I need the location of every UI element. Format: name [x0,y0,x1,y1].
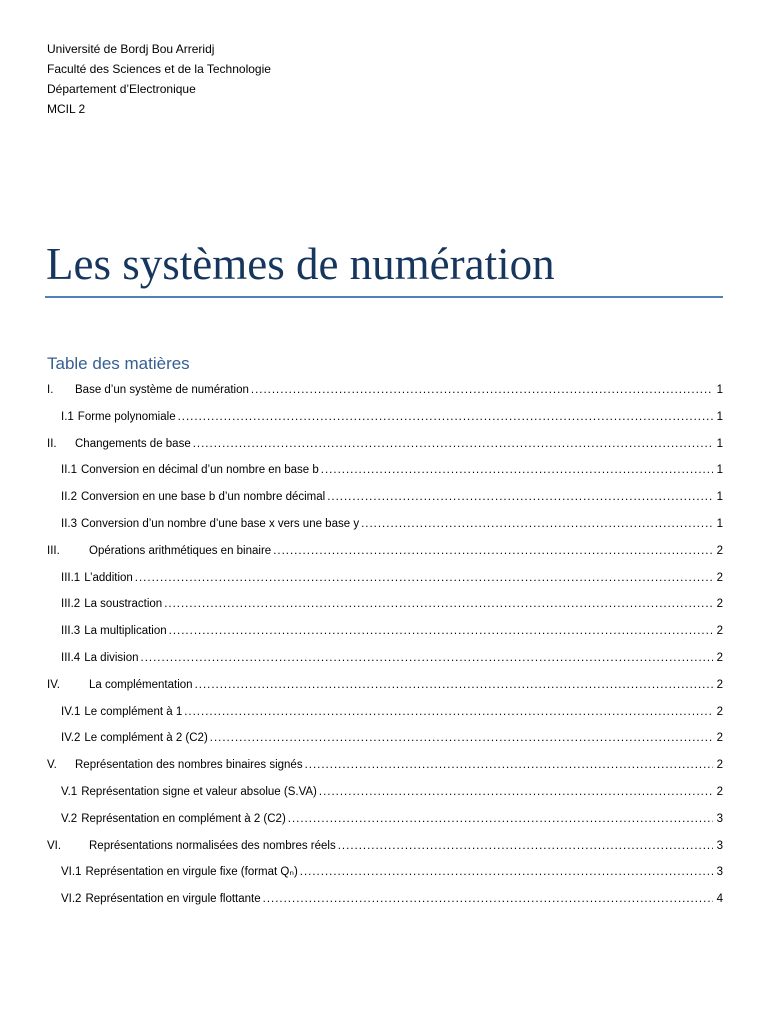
toc-page-number: 1 [716,464,723,477]
dot-leader [210,728,713,748]
dot-leader [361,514,713,534]
toc-number: II.1 [61,464,77,477]
toc-number: III.1 [61,571,81,584]
toc-text: L’addition [84,571,133,584]
toc-page-number: 1 [716,491,723,504]
toc-text: Représentation en complément à 2 (C2) [81,812,286,825]
dot-leader [184,702,713,722]
toc-number: III.2 [61,598,81,611]
toc-page-number: 1 [716,437,723,450]
toc-text: Représentation en virgule fixe (format Qₙ) [85,866,298,879]
toc-text: La soustraction [84,598,163,611]
toc-text: La complémentation [89,678,193,691]
toc-text: Changements de base [75,437,191,450]
toc-text: La division [84,651,139,664]
toc-text: Représentation signe et valeur absolue (S.VA) [81,785,317,798]
dot-leader [300,862,713,882]
toc-page-number: 1 [716,384,723,396]
dot-leader [141,648,713,668]
dot-leader [169,621,713,641]
institution-header [47,39,271,119]
dot-leader [327,487,713,507]
toc-entry-section-2-3[interactable] [47,514,723,541]
dot-leader [164,594,713,614]
toc-page-number: 3 [716,866,723,879]
toc-text: Conversion en décimal d’un nombre en base b [80,464,319,477]
toc-page-number: 2 [716,785,723,798]
toc-page-number: 2 [716,678,723,691]
toc-text: Conversion d’un nombre d’une base x vers une base y [80,517,360,530]
toc-number: I. [47,384,54,396]
toc-number: VI. [47,839,62,852]
dot-leader [338,836,713,856]
toc-number: III. [47,544,60,557]
toc-entry-section-2-2[interactable] [47,487,723,514]
toc-page-number: 3 [716,839,723,852]
toc-number: III.4 [61,651,81,664]
toc-page-number: 3 [716,812,723,825]
toc-number: IV.1 [61,705,81,718]
toc-entry-section-2-1[interactable] [47,460,723,487]
toc-number: II.3 [61,517,77,530]
toc-page-number: 2 [716,571,723,584]
toc-page-number: 2 [716,625,723,638]
dot-leader [178,407,713,427]
toc-text: Base d’un système de numération [75,384,249,396]
dot-leader [193,434,713,454]
toc-entry-section-1[interactable] [47,380,723,407]
toc-entry-section-3-3[interactable] [47,621,723,648]
course-code: MCIL 2 [47,102,86,116]
toc-page-number: 2 [716,651,723,664]
toc-entry-section-3-4[interactable] [47,648,723,675]
toc-entry-section-1-1[interactable] [47,407,723,434]
table-of-contents [47,380,723,916]
toc-page-number: 2 [716,705,723,718]
toc-entry-section-5-1[interactable] [47,782,723,809]
dot-leader [319,782,713,802]
toc-entry-section-2[interactable] [47,434,723,461]
dot-leader [135,568,713,588]
dot-leader [263,889,713,909]
toc-text: Représentation en virgule flottante [85,893,261,906]
toc-text: Opérations arithmétiques en binaire [89,544,272,557]
toc-entry-section-4-2[interactable] [47,728,723,755]
toc-number: VI.1 [61,866,82,879]
toc-page-number: 2 [716,598,723,611]
toc-number: V. [47,759,57,772]
toc-entry-section-5-2[interactable] [47,809,723,836]
toc-page-number: 2 [716,544,723,557]
title-underline [45,296,723,298]
toc-entry-section-6-1[interactable] [47,862,723,889]
toc-entry-section-3-2[interactable] [47,594,723,621]
toc-text: La multiplication [84,625,167,638]
dot-leader [195,675,713,695]
toc-number: III.3 [61,625,81,638]
dot-leader [251,380,713,400]
document-title: Les systèmes de numération [46,239,555,289]
dot-leader [288,809,713,829]
university-name: Université de Bordj Bou Arreridj [47,42,215,56]
toc-number: II.2 [61,491,77,504]
toc-heading: Table des matières [47,354,190,373]
toc-number: II. [47,437,57,450]
toc-entry-section-5[interactable] [47,755,723,782]
toc-page-number: 2 [716,759,723,772]
toc-number: I.1 [61,410,74,423]
toc-text: Conversion en une base b d’un nombre décimal [80,491,326,504]
toc-number: IV. [47,678,61,691]
toc-entry-section-3-1[interactable] [47,568,723,595]
department-name: Département d’Electronique [47,82,196,96]
toc-number: V.1 [61,785,78,798]
toc-text: Le complément à 2 (C2) [84,732,208,745]
toc-entry-section-3[interactable] [47,541,723,568]
toc-text: Représentation des nombres binaires signés [75,759,303,772]
dot-leader [273,541,713,561]
dot-leader [321,460,713,480]
toc-entry-section-4-1[interactable] [47,702,723,729]
toc-text: Le complément à 1 [84,705,183,718]
toc-entry-section-4[interactable] [47,675,723,702]
faculty-name: Faculté des Sciences et de la Technologie [47,62,271,76]
toc-number: V.2 [61,812,78,825]
toc-text: Forme polynomiale [77,410,176,423]
toc-number: VI.2 [61,893,82,906]
dot-leader [305,755,713,775]
toc-page-number: 1 [716,410,723,423]
toc-entry-section-6[interactable] [47,836,723,863]
toc-page-number: 4 [716,893,723,906]
toc-page-number: 1 [716,517,723,530]
toc-entry-section-6-2[interactable] [47,889,723,916]
toc-number: IV.2 [61,732,81,745]
toc-page-number: 2 [716,732,723,745]
toc-text: Représentations normalisées des nombres réels [89,839,336,852]
